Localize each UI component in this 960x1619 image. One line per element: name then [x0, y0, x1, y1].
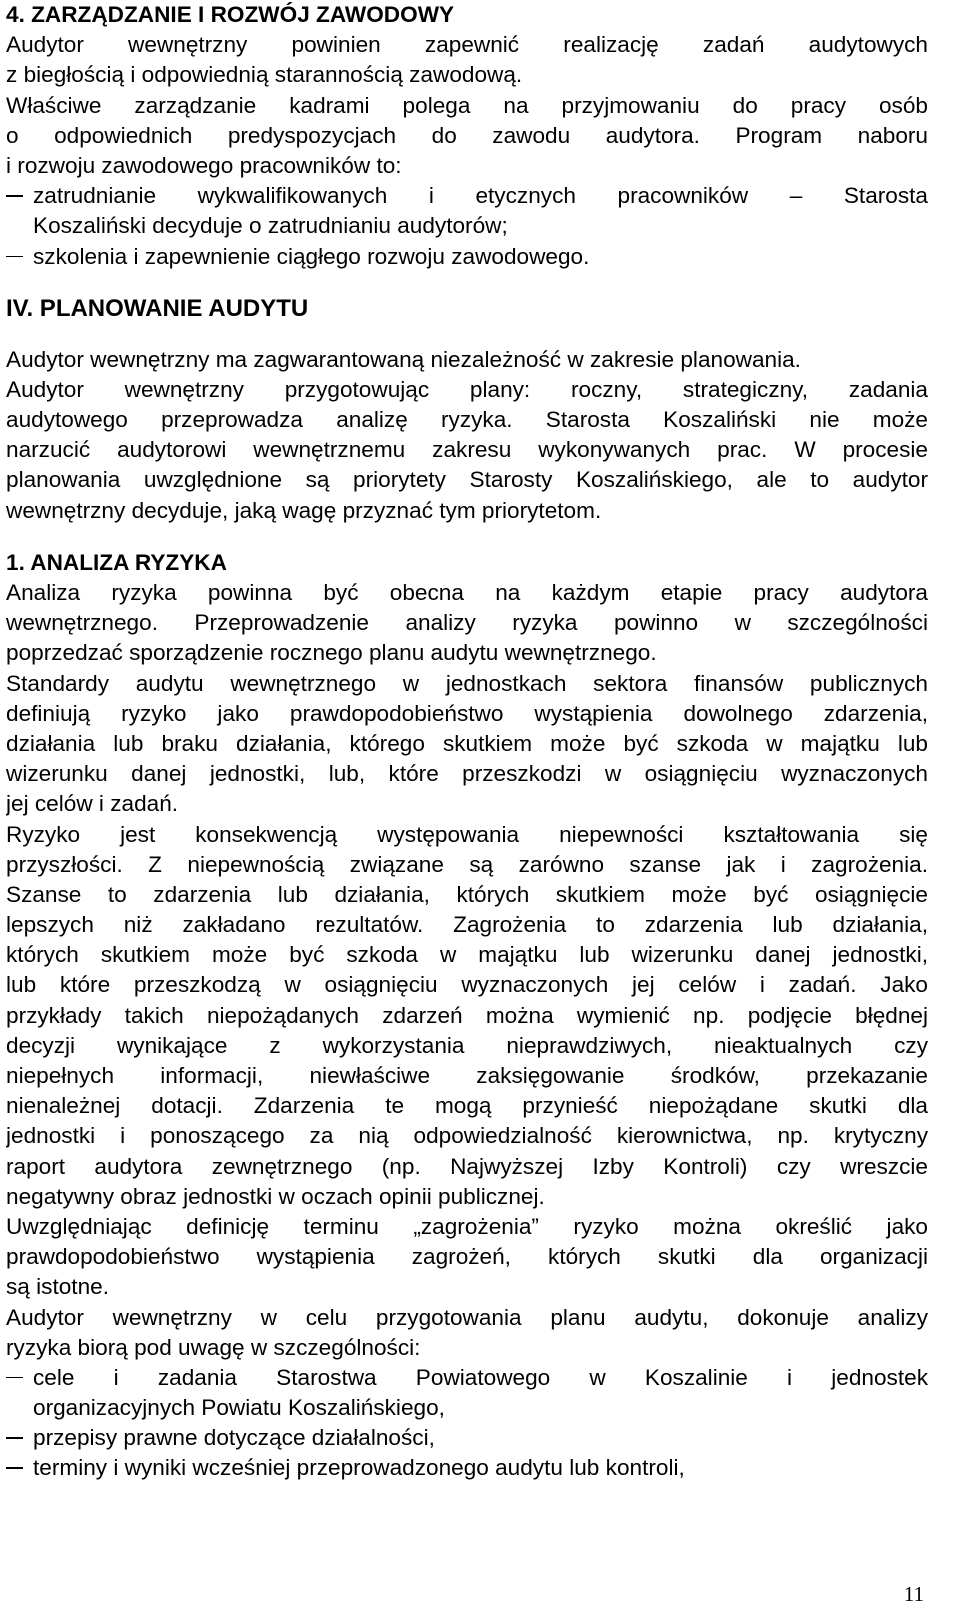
spacer: [6, 526, 928, 548]
text-line: niepełnych informacji, niewłaściwe zaksięgowanie środków, przekazanie: [6, 1063, 928, 1088]
section-heading: 1. ANALIZA RYZYKA: [6, 549, 227, 575]
text-line: jej celów i zadań.: [6, 791, 179, 817]
text-line: poprzedzać sporządzenie rocznego planu audytu wewnętrznego.: [6, 640, 657, 666]
list-item-first-line: [6, 242, 928, 272]
list-item-first-line: [6, 1453, 928, 1483]
text-line: o odpowiednich predyspozycjach do zawodu audytora. Program naboru: [6, 122, 928, 148]
paragraph: [6, 669, 928, 820]
list-item: [6, 1363, 928, 1423]
dash-bullet-icon: [6, 1377, 23, 1379]
dash-bullet-icon: [6, 1437, 23, 1439]
text-line: przyszłości. Z niepewnością związane są zarówno szanse jak i zagrożenia.: [6, 851, 928, 877]
text-line: jednostki i ponoszącego za nią odpowiedzialność kierownictwa, np. krytyczny: [6, 1123, 928, 1149]
text-line: narzucić audytorowi wewnętrznemu zakresu wykonywanych prac. W procesie: [6, 437, 928, 463]
text-line: których skutkiem może być szkoda w majątku lub wizerunku danej jednostki,: [6, 942, 928, 968]
text-line: wewnętrzny decyduje, jaką wagę przyznać tym priorytetom.: [6, 497, 602, 523]
spacer: [6, 326, 928, 345]
text-line: Szanse to zdarzenia lub działania, których skutkiem może być osiągnięcie: [6, 881, 928, 907]
text-line: Audytor wewnętrzny przygotowując plany: roczny, strategiczny, zadania: [6, 376, 928, 402]
list-item: [6, 1453, 928, 1483]
dash-bullet-icon: [6, 1467, 23, 1469]
text-line: Audytor wewnętrzny powinien zapewnić realizację zadań audytowych: [6, 32, 928, 58]
text-line: definiują ryzyko jako prawdopodobieństwo wystąpienia dowolnego zdarzenia,: [6, 700, 928, 726]
text-line: z biegłością i odpowiednią starannością zawodową.: [6, 62, 523, 88]
chapter-heading: IV. PLANOWANIE AUDYTU: [6, 294, 309, 322]
text-line: lub które przeszkodzą w osiągnięciu wyznaczonych jej celów i zadań. Jako: [6, 972, 928, 998]
list-item: [6, 181, 928, 241]
text-line: nienależnej dotacji. Zdarzenia te mogą przynieść niepożądane skutki dla: [6, 1093, 928, 1119]
text-line: ryzyka biorą pod uwagę w szczególności:: [6, 1334, 421, 1360]
paragraph: [6, 1212, 928, 1303]
list-item-text: cele i zadania Starostwa Powiatowego w Koszalinie i jednostek: [33, 1364, 928, 1390]
paragraph: [6, 578, 928, 669]
text-line: Analiza ryzyka powinna być obecna na każdym etapie pracy audytora: [6, 580, 928, 605]
text-line: Właściwe zarządzanie kadrami polega na przyjmowaniu do pracy osób: [6, 92, 928, 118]
list-item: [6, 242, 928, 272]
text-line: planowania uwzględnione są priorytety Starosty Koszalińskiego, ale to audytor: [6, 467, 928, 493]
text-line: wizerunku danej jednostki, lub, które przeszkodzi w osiągnięciu wyznaczonych: [6, 761, 928, 787]
text-line: działania lub braku działania, którego skutkiem może być szkoda w majątku lub: [6, 730, 928, 756]
page-number: 11: [903, 1582, 924, 1606]
list-item-text: szkolenia i zapewnienie ciągłego rozwoju zawodowego.: [33, 243, 590, 269]
section-heading: 4. ZARZĄDZANIE I ROZWÓJ ZAWODOWY: [6, 2, 455, 27]
dash-bullet-icon: [6, 195, 23, 197]
text-line: Standardy audytu wewnętrznego w jednostkach sektora finansów publicznych: [6, 670, 928, 696]
text-line: przykłady takich niepożądanych zdarzeń można wymienić np. podjęcie błędnej: [6, 1002, 928, 1028]
text-line: raport audytora zewnętrznego (np. Najwyższej Izby Kontroli) czy wreszcie: [6, 1153, 928, 1179]
list-item-first-line: [6, 1423, 928, 1453]
text-line: prawdopodobieństwo wystąpienia zagrożeń, których skutki dla organizacji: [6, 1244, 928, 1270]
paragraph: [6, 820, 928, 1212]
text-line: Uwzględniając definicję terminu „zagrożenia” ryzyko można określić jako: [6, 1213, 928, 1239]
paragraph: [6, 1303, 928, 1363]
text-line: są istotne.: [6, 1274, 109, 1300]
list-item: [6, 1423, 928, 1453]
list-item-continuation: Koszaliński decyduje o zatrudnianiu audytorów;: [33, 213, 508, 239]
document-page: [6, 0, 928, 1484]
list-item-text: zatrudnianie wykwalifikowanych i etycznych pracowników – Starosta: [33, 183, 928, 209]
text-line: audytowego przeprowadza analizę ryzyka. Starosta Koszaliński nie może: [6, 407, 928, 433]
text-line: negatywny obraz jednostki w oczach opinii publicznej.: [6, 1183, 545, 1209]
text-line: Audytor wewnętrzny ma zagwarantowaną niezależność w zakresie planowania.: [6, 346, 801, 372]
list-item-first-line: [6, 1363, 928, 1393]
text-line: Ryzyko jest konsekwencją występowania niepewności kształtowania się: [6, 821, 928, 847]
list-item-continuation: organizacyjnych Powiatu Koszalińskiego,: [33, 1395, 445, 1421]
text-line: decyzji wynikające z wykorzystania nieprawdziwych, nieaktualnych czy: [6, 1032, 928, 1058]
text-line: lepszych niż zakładano rezultatów. Zagrożenia to zdarzenia lub działania,: [6, 912, 928, 938]
list-item-text: przepisy prawne dotyczące działalności,: [33, 1425, 435, 1451]
list-item-first-line: [6, 181, 928, 211]
text-line: wewnętrznego. Przeprowadzenie analizy ryzyka powinno w szczególności: [6, 610, 928, 636]
dash-bullet-icon: [6, 256, 23, 258]
text-line: i rozwoju zawodowego pracowników to:: [6, 152, 402, 178]
text-line: Audytor wewnętrzny w celu przygotowania planu audytu, dokonuje analizy: [6, 1304, 928, 1330]
list-item-text: terminy i wyniki wcześniej przeprowadzonego audytu lub kontroli,: [33, 1455, 685, 1481]
